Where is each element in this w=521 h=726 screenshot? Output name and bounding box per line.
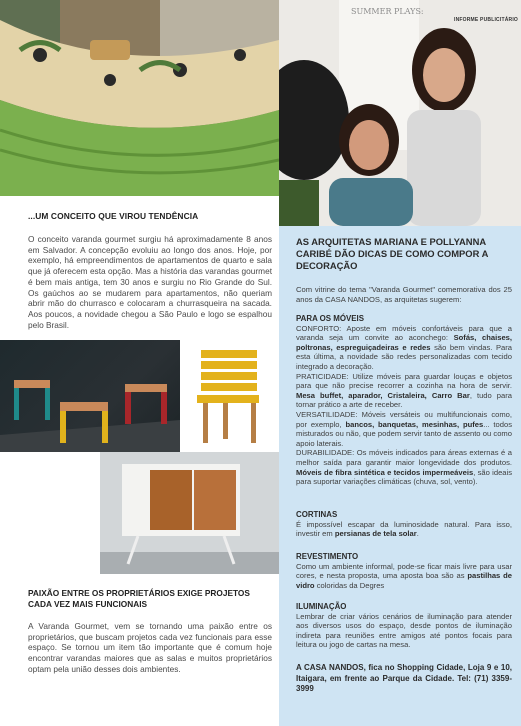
stools-photo	[0, 340, 180, 452]
curtains-subtitle: CORTINAS	[296, 510, 338, 519]
coating-tip: REVESTIMENTO Como um ambiente informal, pode-se ficar mais livre para usar cores, e nesta proposta, uma aposta boa são as pastilhas de vidro coloridas da Degres	[296, 552, 512, 590]
curtains-tip: CORTINAS É impossível escapar da luminosidade natural. Para isso, investir em persianas de tela solar.	[296, 510, 512, 539]
section-title-concept: ...UM CONCEITO QUE VIROU TENDÊNCIA	[28, 211, 199, 221]
tips-intro: Com vitrine do tema "Varanda Gourmet" comemorativa dos 25 anos da CASA NANDOS, as arquitetas sugerem:	[296, 285, 512, 304]
lighting-tip	[296, 602, 512, 650]
poster-text: SUMMER PLAYS:	[351, 7, 424, 16]
tip-versatility: VERSATILIDADE: Móveis versáteis ou multifuncionais como, por exemplo, bancos, banquetas, mesinhas, pufes... todos misturados ou não, que podem servir tanto de assento ou como apoio laterais.	[296, 409, 512, 448]
tip-durability: DURABILIDADE: Os móveis indicados para áreas externas é a melhor saída para garantir maior longevidade dos produtos. Móveis de fibra sintética e tecidos impermeáveis, são ideais para suportar variações climáticas (chuva, sol, vento).	[296, 448, 512, 487]
furniture-tips	[296, 314, 512, 487]
architects-photo	[279, 0, 521, 226]
lighting-body: Lembrar de criar vários cenários de iluminação para atender aos diversos usos do espaço, desde pontos de iluminação indireta para reuniões entre amigos até pontos focais para leitura ou jogo de cartas na mesa.	[296, 611, 512, 650]
section-body-concept: O conceito varanda gourmet surgiu há aproximadamente 8 anos em Salvador. A concepção evoluiu ao longo dos anos. Hoje, por exemplo, há empreendimentos de apartamentos de quarto e sala que já oferecem esta opção. Mas a história das varandas gourmet é bem mais antiga, tem 30 anos e surgiu no Rio Grande do Sul. Os gaúchos ao se mudarem para apartamentos, não queriam abrir mão do churrasco e colocaram a churrasqueira na sacada. Aos poucos, a novidade chegou a São Paulo e logo se espalhou pelo Brasil.	[28, 234, 272, 330]
lighting-subtitle: ILUMINAÇÃO	[296, 602, 347, 611]
tip-comfort: CONFORTO: Aposte em móveis confortáveis para que a varanda seja um convite ao aconchego: Sofás, chaises, poltronas, espreguiçadeiras e redes são bem vindas. Para esta última, a novidade são redes personalizadas com tecido integrado a decoração.	[296, 323, 513, 371]
hammock-photo	[0, 0, 279, 196]
furniture-subtitle: PARA OS MÓVEIS	[296, 314, 364, 323]
section-title-passion: PAIXÃO ENTRE OS PROPRIETÁRIOS EXIGE PROJETOS CADA VEZ MAIS FUNCIONAIS	[28, 588, 250, 609]
tips-title: AS ARQUITETAS MARIANA E POLLYANNA CARIBÉ DÃO DICAS DE COMO COMPOR A DECORAÇÃO	[296, 236, 489, 272]
tip-practicality: PRATICIDADE: Utilize móveis para guardar louças e objetos para que não precise recorrer a cozinha na hora de servir. Mesa buffet, aparador, Cristaleira, Carro Bar, tudo para tornar prático a arte de receber.	[296, 371, 512, 410]
section-body-passion: A Varanda Gourmet, vem se tornando uma paixão entre os proprietários, que buscam projetos cada vez funcionais para esse espaço. Se tornou um item tão importante que é comum hoje encontrar varandas maiores que as salas e muitos proprietários optam pela união desses dois ambientes.	[28, 621, 272, 674]
coating-subtitle: REVESTIMENTO	[296, 552, 359, 561]
store-address: A CASA NANDOS, fica no Shopping Cidade, Loja 9 e 10, Itaigara, em frente ao Parque da Cidade. Tel: (71) 3359-3999	[296, 663, 512, 694]
advertorial-tag: INFORME PUBLICITÁRIO	[454, 17, 518, 23]
sideboard-photo	[100, 452, 279, 574]
yellow-chair-photo	[183, 340, 279, 452]
